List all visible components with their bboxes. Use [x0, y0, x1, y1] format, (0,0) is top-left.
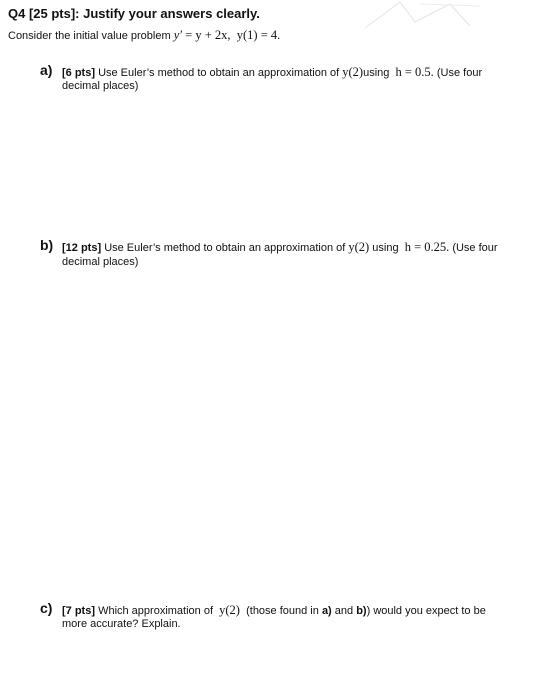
watermark-decoration — [360, 0, 490, 30]
part-b-line2: decimal places) — [62, 256, 139, 268]
part-c-and: and — [334, 605, 354, 617]
part-c-text3: ) would you expect to be — [366, 605, 486, 617]
part-c-bold-a: a) — [321, 605, 332, 617]
intro-text: Consider the initial value problem — [8, 30, 171, 42]
part-c-math: y(2) — [219, 603, 240, 617]
part-b-text: Use Euler’s method to obtain an approximation of — [104, 242, 346, 254]
part-c-points: [7 pts] — [62, 605, 95, 617]
equation-lhs: y′ — [173, 28, 183, 42]
part-a-text: Use Euler’s method to obtain an approximation of — [98, 67, 340, 79]
equation-rhs: = y + 2x, — [185, 28, 231, 42]
part-a-label: a) — [40, 62, 53, 78]
part-a-text3: (Use four — [436, 67, 483, 79]
part-c-line1 — [62, 603, 486, 618]
part-c-line2: more accurate? Explain. — [62, 618, 181, 630]
part-b-using: using — [372, 242, 399, 254]
part-c-label: c) — [40, 600, 53, 616]
part-c-text2: (those found in — [246, 605, 319, 617]
part-a-line2: decimal places) — [62, 80, 139, 92]
question-heading: Q4 [25 pts]: Justify your answers clearly. — [8, 6, 260, 21]
part-a-h: h = 0.5. — [395, 65, 434, 79]
problem-statement — [8, 28, 280, 43]
part-c-bold-b: b) — [356, 605, 367, 617]
part-c-text: Which approximation of — [98, 605, 214, 617]
part-b-text3: (Use four — [452, 242, 498, 254]
part-a-using: using — [363, 67, 390, 79]
part-a-line1 — [62, 65, 482, 80]
equation — [174, 28, 281, 42]
part-b-line1 — [62, 240, 498, 255]
part-b-label: b) — [40, 237, 54, 253]
initial-condition: y(1) = 4. — [236, 28, 281, 42]
part-b-h: h = 0.25. — [404, 240, 450, 254]
part-b-math: y(2) — [348, 240, 370, 254]
part-a-math: y(2) — [342, 65, 364, 79]
part-a-points: [6 pts] — [62, 67, 95, 79]
part-b-points: [12 pts] — [62, 242, 102, 254]
